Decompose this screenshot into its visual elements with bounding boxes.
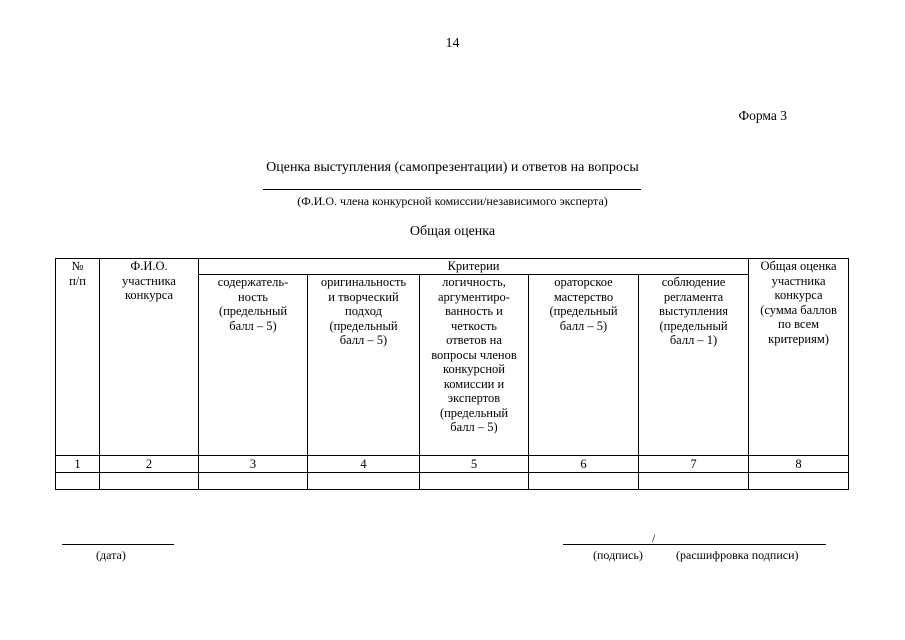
column-number-row xyxy=(56,456,849,473)
date-fill-line[interactable] xyxy=(62,544,174,545)
column-number: 5 xyxy=(420,456,529,473)
signature-fill-line[interactable] xyxy=(563,544,826,545)
date-caption: (дата) xyxy=(96,548,126,562)
entry-cell-criterion-3[interactable] xyxy=(420,473,529,490)
column-number: 1 xyxy=(56,456,100,473)
entry-cell-criterion-1[interactable] xyxy=(199,473,308,490)
header-fio: Ф.И.О. участника конкурса xyxy=(100,259,199,456)
entry-cell-num[interactable] xyxy=(56,473,100,490)
column-number: 3 xyxy=(199,456,308,473)
entry-cell-criterion-2[interactable] xyxy=(308,473,420,490)
name-fill-line[interactable] xyxy=(263,189,641,190)
section-title: Общая оценка xyxy=(409,224,496,239)
signature-slash: / xyxy=(652,531,656,545)
entry-cell-criterion-4[interactable] xyxy=(529,473,639,490)
signature-decode-caption: (расшифровка подписи) xyxy=(676,548,799,562)
column-number: 2 xyxy=(100,456,199,473)
column-number: 4 xyxy=(308,456,420,473)
document-title: Оценка выступления (самопрезентации) и ответов на вопросы xyxy=(266,160,639,175)
criterion-header: содержатель- ность (предельный балл – 5) xyxy=(199,275,308,456)
criterion-header: соблюдение регламента выступления (предельный балл – 1) xyxy=(639,275,749,456)
column-number: 7 xyxy=(639,456,749,473)
name-caption: (Ф.И.О. члена конкурсной комиссии/независимого эксперта) xyxy=(297,194,608,208)
entry-row[interactable] xyxy=(56,473,849,490)
page-number: 14 xyxy=(445,36,460,51)
entry-cell-criterion-5[interactable] xyxy=(639,473,749,490)
header-criteria: Критерии xyxy=(199,259,749,275)
entry-cell-total[interactable] xyxy=(749,473,849,490)
criterion-header: логичность, аргументиро- ванность и четкость ответов на вопросы членов конкурсной комиссии и экспертов (предельный балл – 5) xyxy=(420,275,529,456)
signature-caption: (подпись) xyxy=(593,548,643,562)
entry-cell-fio[interactable] xyxy=(100,473,199,490)
header-num: № п/п xyxy=(56,259,100,456)
column-number: 6 xyxy=(529,456,639,473)
criterion-header: оригинальность и творческий подход (предельный балл – 5) xyxy=(308,275,420,456)
form-label: Форма 3 xyxy=(738,108,787,123)
column-number: 8 xyxy=(749,456,849,473)
score-table xyxy=(55,258,849,490)
header-total: Общая оценка участника конкурса (сумма баллов по всем критериям) xyxy=(749,259,849,456)
criterion-header: ораторское мастерство (предельный балл – 5) xyxy=(529,275,639,456)
